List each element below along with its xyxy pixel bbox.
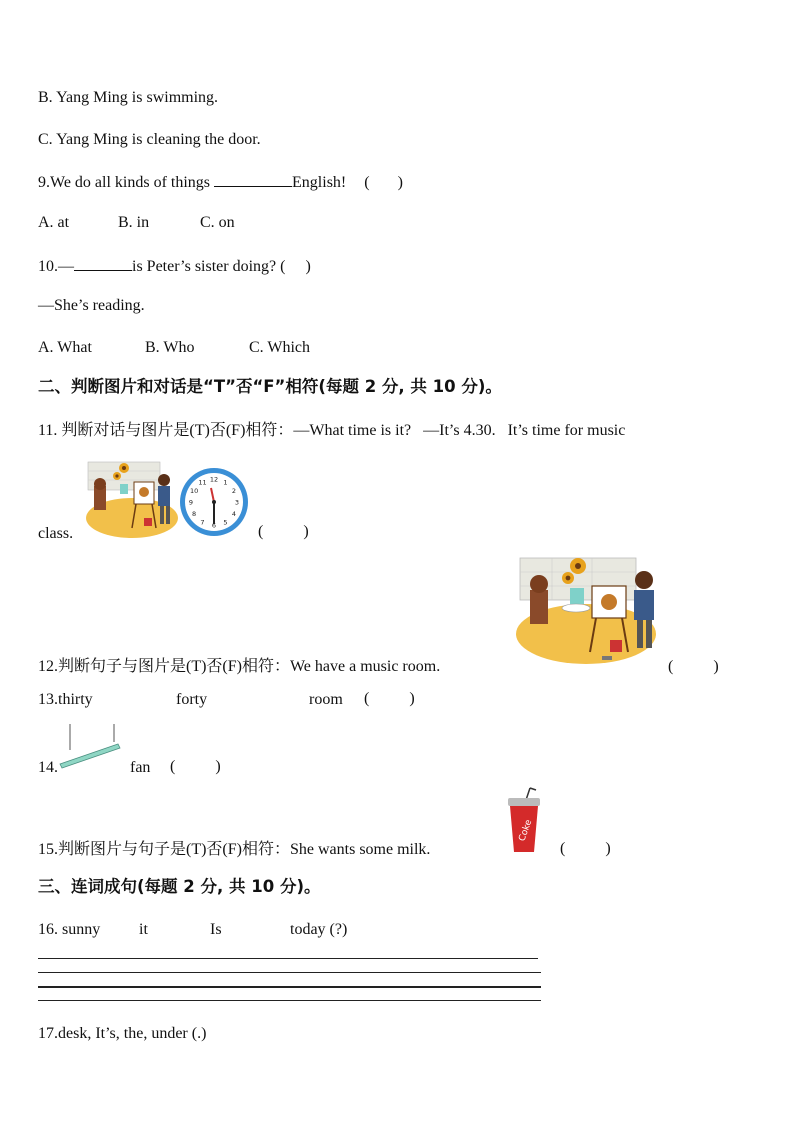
- clock-numeral: 4: [231, 510, 236, 518]
- answer-blank: [214, 171, 292, 187]
- question-9-text-end: English!: [292, 174, 347, 191]
- answer-paren: ( ): [668, 658, 719, 675]
- art-room-picture: [512, 552, 670, 672]
- question-16-word: 16. sunny: [38, 921, 101, 938]
- question-16-word: it: [139, 921, 148, 938]
- question-11-tail: class.: [38, 525, 74, 542]
- question-16-word: Is: [210, 921, 222, 938]
- question-11-text: 11. 判断对话与图片是(T)否(F)相符：—What time is it? —It’s 4.30. It’s time for music: [38, 422, 626, 439]
- answer-paren: ( ): [364, 690, 415, 707]
- question-15-text: 15.判断图片与句子是(T)否(F)相符：She wants some milk.: [38, 841, 431, 858]
- question-16-word: today (?): [290, 921, 348, 938]
- clock-picture: [178, 466, 250, 538]
- option-b-yang-ming: B. Yang Ming is swimming.: [38, 89, 219, 106]
- q10-option-b: B. Who: [145, 339, 195, 356]
- clock-numeral: 6: [211, 521, 217, 530]
- answer-line: [38, 1000, 541, 1001]
- question-17-text: 17.desk, It’s, the, under (.): [38, 1025, 207, 1042]
- question-13-word: 13.thirty: [38, 691, 93, 708]
- clock-numeral: 10: [189, 487, 199, 495]
- question-10-text: is Peter’s sister doing? ( ): [132, 258, 311, 275]
- option-c-yang-ming: C. Yang Ming is cleaning the door.: [38, 131, 261, 148]
- answer-paren: ( ): [258, 523, 309, 540]
- answer-paren: ( ): [560, 840, 611, 857]
- q10-option-a: A. What: [38, 339, 92, 356]
- clock-numeral: 8: [192, 510, 197, 518]
- question-10-number: 10.—: [38, 258, 74, 275]
- clock-numeral: 11: [198, 478, 207, 487]
- answer-line: [38, 958, 538, 959]
- q9-option-b: B. in: [118, 214, 150, 231]
- q9-option-a: A. at: [38, 214, 70, 231]
- question-14-word: fan: [130, 759, 151, 776]
- clock-numeral: 5: [223, 518, 228, 527]
- question-13-word: forty: [176, 691, 208, 708]
- answer-paren: ( ): [170, 758, 221, 775]
- question-12-text: 12.判断句子与图片是(T)否(F)相符：We have a music room.: [38, 658, 441, 675]
- q9-option-c: C. on: [200, 214, 235, 231]
- question-9: [38, 171, 403, 193]
- cup-label: Coke: [517, 818, 535, 843]
- section-3-title: 三、连词成句(每题 2 分, 共 10 分)。: [38, 877, 321, 896]
- question-10: [38, 255, 311, 277]
- answer-line: [38, 986, 541, 988]
- lamp-picture: [58, 724, 122, 772]
- section-2-title: 二、判断图片和对话是“T”否“F”相符(每题 2 分, 共 10 分)。: [38, 377, 502, 396]
- clock-numeral: 7: [200, 518, 205, 527]
- q10-option-c: C. Which: [249, 339, 311, 356]
- clock-numeral: 1: [223, 478, 228, 487]
- question-13-word: room: [309, 691, 343, 708]
- clock-numeral: 9: [188, 498, 194, 507]
- question-10-answer: —She’s reading.: [38, 297, 145, 314]
- clock-numeral: 2: [231, 487, 236, 495]
- answer-line: [38, 972, 541, 973]
- question-14-number: 14.: [38, 759, 58, 776]
- answer-paren: ( ): [364, 174, 403, 191]
- clock-numeral: 12: [209, 475, 219, 484]
- art-room-picture: [84, 458, 180, 542]
- answer-blank: [74, 255, 132, 271]
- clock-numeral: 3: [234, 498, 240, 507]
- question-9-text: 9.We do all kinds of things: [38, 174, 215, 191]
- cola-cup-picture: [506, 788, 542, 856]
